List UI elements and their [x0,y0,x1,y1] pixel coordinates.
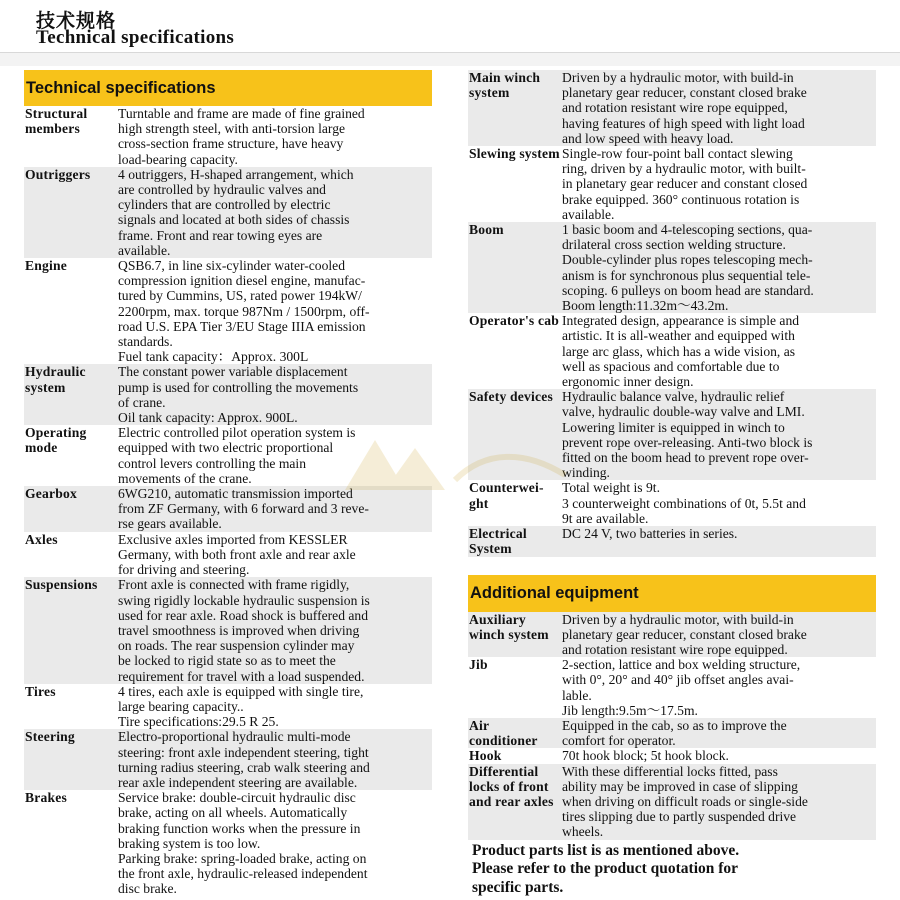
spec-label: Main winch system [469,70,541,101]
spec-value-line: Driven by a hydraulic motor, with build-in [562,70,794,85]
spec-value-line: and low speed with heavy load. [562,130,734,146]
spec-value-line: Single-row four-point ball contact slewing [562,146,793,162]
spec-value-line: Exclusive axles imported from KESSLER [118,531,348,547]
spec-label: Engine [25,258,67,274]
spec-value-line: movements of the crane. [118,470,252,486]
spec-label: Electrical System [469,526,527,557]
spec-value-line: tured by Cummins, US, rated power 194kW/ [118,288,362,304]
spec-value-line: cylinders that are controlled by electric [118,197,331,213]
spec-value-line: Hydraulic balance valve, hydraulic relief [562,389,785,405]
spec-value [562,657,876,718]
spec-row-air-conditioner [468,718,876,748]
spec-value [562,764,876,840]
spec-value [562,70,876,146]
footer-note-line: specific parts. [472,878,564,896]
spec-value-line: Electro-proportional hydraulic multi-mode [118,729,351,745]
spec-value-line: used for rear axle. Road shock is buffered and [118,607,369,623]
spec-value-line: Driven by a hydraulic motor, with build-in [562,611,794,627]
spec-value-line: requirement for travel with a load suspended. [118,668,365,684]
spec-value-line: Double-cylinder plus ropes telescoping mech- [562,252,813,268]
spec-value-line: DC 24 V, two batteries in series. [562,526,738,542]
spec-label: Jib [469,657,488,673]
spec-value [562,748,876,763]
spec-row-operating-mode [24,425,432,486]
spec-value-line: compression ignition diesel engine, manufac- [118,273,366,289]
spec-value [118,425,432,486]
spec-value [562,389,876,480]
spec-value-line: frame. Front and rear towing eyes are [118,227,323,243]
spec-row-axles [24,532,432,578]
spec-value-line: and rotation resistant wire rope equipped. [562,641,788,657]
spec-label: Axles [25,531,58,547]
spec-row-counterwei-ght [468,480,876,526]
spec-value-line: Service brake: double-circuit hydraulic disc [118,790,356,806]
spec-row-structural-members [24,106,432,167]
spec-value [562,313,876,389]
spec-value-line: and rotation resistant wire rope equipped, [562,100,788,116]
spec-value-line: available. [562,206,615,222]
spec-row-auxiliary-winch-system [468,612,876,658]
spec-value-line: ability may be improved in case of slipping [562,778,798,794]
spec-value-line: Turntable and frame are made of fine grained [118,106,365,121]
spec-value-line: Germany, with both front axle and rear axle [118,546,356,562]
spec-value-line: Integrated design, appearance is simple and [562,313,800,329]
right-spec-table [468,70,876,557]
spec-value-line: high strength steel, with anti-torsion large [118,121,346,137]
spec-value-line: standards. [118,334,173,350]
spec-value-line: ergonomic inner design. [562,374,694,390]
spec-value-line: are controlled by hydraulic valves and [118,182,326,198]
additional-equipment-table [468,612,876,840]
spec-label: Counterwei-ght [469,480,544,511]
spec-value [562,480,876,526]
spec-label: Steering [25,729,75,745]
spec-value-line: road U.S. EPA Tier 3/EU Stage IIIA emission [118,318,366,334]
spec-value-line: load-bearing capacity. [118,151,238,167]
spec-value-line: planetary gear reducer, constant closed brake [562,85,807,101]
spec-value-line: Front axle is connected with frame rigidly, [118,577,350,593]
spec-value-line: swing rigidly lockable hydraulic suspension is [118,592,370,608]
spec-value-line: pump is used for controlling the movements [118,379,359,395]
spec-value-line: brake, acting on all wheels. Automatically [118,805,348,821]
spec-value [118,258,432,364]
spec-label: Boom [469,222,504,238]
spec-row-steering [24,729,432,790]
spec-value-line: signals and located at both sides of chassis [118,212,350,228]
spec-value-line: brake equipped. 360° continuous rotation is [562,191,800,207]
spec-value-line: be locked to rigid state so as to meet the [118,653,336,669]
spec-value-line: Lowering limiter is equipped in winch to [562,419,785,435]
spec-value-line: drilateral cross section welding structure. [562,237,786,253]
spec-value-line: wheels. [562,824,604,840]
left-spec-table [24,106,432,897]
spec-value-line: anism is for synchronous plus sequential tele- [562,267,811,283]
spec-label: Slewing system [469,146,560,162]
spec-value-line: disc brake. [118,881,177,897]
spec-value-line: Oil tank capacity: Approx. 900L. [118,410,298,426]
spec-value-line: equipped with two electric proportional [118,440,334,456]
spec-value-line: with 0°, 20° and 40° jib offset angles avai- [562,672,794,688]
spec-value-line: prevent rope over-releasing. Anti-two block is [562,434,813,450]
spec-value-line: braking system is too low. [118,835,261,851]
spec-value [118,106,432,167]
spec-row-differential-locks-of-front-and-rear-axles [468,764,876,840]
spec-value-line: Jib length:9.5m～17.5m. [562,702,698,718]
spec-value-line: 4 tires, each axle is equipped with single tire, [118,683,364,699]
footer-note-line: Product parts list is as mentioned above. [472,841,740,859]
spec-label: Brakes [25,790,67,806]
spec-value-line: The constant power variable displacement [118,364,348,380]
spec-row-hydraulic-system [24,364,432,425]
spec-row-tires [24,684,432,730]
spec-value-line: when driving on difficult roads or single-side [562,793,808,809]
spec-label: Tires [25,683,56,699]
spec-row-slewing-system [468,146,876,222]
spec-value-line: ring, driven by a hydraulic motor, with built- [562,161,806,177]
spec-value-line: Fuel tank capacity：Approx. 300L [118,349,309,365]
additional-equipment-heading: Additional equipment [468,575,876,612]
spec-value-line: lable. [562,687,592,703]
spec-value-line: rear axle independent steering are available. [118,774,358,790]
spec-value-line: 2200rpm, max. torque 987Nm / 1500rpm, off- [118,303,370,319]
spec-value-line: turning radius steering, crab walk steering and [118,759,370,775]
spec-value-line: Total weight is 9t. [562,480,660,496]
spec-row-outriggers [24,167,432,258]
spec-value-line: large arc glass, which has a wide vision, as [562,343,796,359]
page-title-english: Technical specifications [36,27,235,48]
spec-value-line: control levers controlling the main [118,455,306,471]
spec-value [562,526,876,556]
spec-label: Differential locks of front and rear axles [469,763,554,809]
spec-row-suspensions [24,577,432,683]
technical-specifications-heading: Technical specifications [24,70,432,106]
footer-note [468,842,876,898]
spec-row-engine [24,258,432,364]
spec-value-line: Equipped in the cab, so as to improve the [562,717,787,733]
section-gap [468,557,876,567]
spec-value-line: 9t are available. [562,510,649,526]
spec-row-hook [468,748,876,763]
spec-value-line: comfort for operator. [562,733,676,749]
spec-row-safety-devices [468,389,876,480]
spec-value [118,532,432,578]
page-title-chinese: 技术规格 [36,10,117,32]
spec-value-line: QSB6.7, in line six-cylinder water-cooled [118,258,345,274]
spec-value-line: Boom length:11.32m～43.2m. [562,298,729,314]
spec-value-line: 2-section, lattice and box welding structure, [562,657,801,673]
spec-value-line: With these differential locks fitted, pass [562,763,778,779]
spec-label: Hydraulic system [25,364,86,395]
spec-value-line: cross-section frame structure, have heavy [118,136,344,152]
spec-value-line: scoping. 6 pulleys on boom head are standard. [562,282,814,298]
header-divider [0,52,900,66]
spec-value [118,790,432,896]
spec-value-line: tires slipping due to partly suspended drive [562,809,797,825]
spec-label: Outriggers [25,166,91,182]
spec-value [118,729,432,790]
spec-value-line: from ZF Germany, with 6 forward and 3 reve- [118,501,369,517]
spec-value-line: available. [118,242,171,258]
spec-value [118,577,432,683]
spec-value-line: 3 counterweight combinations of 0t, 5.5t and [562,495,806,511]
spec-label: Safety devices [469,389,553,405]
spec-label: Auxiliary winch system [469,611,549,642]
right-column [468,70,876,897]
spec-value-line: valve, hydraulic double-way valve and LMI. [562,404,805,420]
spec-value-line: rse gears available. [118,516,222,532]
spec-label: Air conditioner [469,717,538,749]
spec-label: Hook [469,748,502,764]
left-column [24,70,432,897]
spec-value-line: of crane. [118,394,166,410]
spec-label: Operator's cab [469,313,560,329]
footer-note-line: Please refer to the product quotation for [472,860,739,878]
spec-value-line: 4 outriggers, H-shaped arrangement, which [118,166,354,182]
spec-label: Gearbox [25,486,77,502]
spec-value [562,612,876,658]
spec-value-line: large bearing capacity.. [118,698,244,714]
spec-value [118,684,432,730]
spec-label: Suspensions [25,577,98,593]
spec-row-gearbox [24,486,432,532]
spec-value-line: well as spacious and comfortable due to [562,358,780,374]
spec-value-line: in planetary gear reducer and constant closed [562,176,808,192]
spec-value [118,167,432,258]
spec-value-line: 1 basic boom and 4-telescoping sections, qua- [562,222,813,238]
spec-value-line: Tire specifications:29.5 R 25. [118,714,279,730]
spec-value-line: braking function works when the pressure in [118,820,361,836]
spec-label: Operating mode [25,425,87,456]
spec-value [118,486,432,532]
spec-value-line: travel smoothness is improved when driving [118,622,360,638]
spec-row-jib [468,657,876,718]
spec-row-boom [468,222,876,313]
spec-value-line: on roads. The rear suspension cylinder may [118,638,355,654]
spec-value [562,718,876,748]
spec-row-brakes [24,790,432,896]
spec-value [118,364,432,425]
spec-value-line: 70t hook block; 5t hook block. [562,748,729,764]
spec-value-line: winding. [562,465,610,481]
spec-row-operator-s-cab [468,313,876,389]
spec-row-main-winch-system [468,70,876,146]
spec-value-line: having features of high speed with light load [562,115,805,131]
spec-label: Structural members [25,106,88,137]
spec-value-line: 6WG210, automatic transmission imported [118,486,353,502]
spec-value-line: planetary gear reducer, constant closed brake [562,626,807,642]
spec-row-electrical-system [468,526,876,556]
spec-value [562,146,876,222]
spec-value [562,222,876,313]
spec-value-line: Electric controlled pilot operation system is [118,425,356,441]
spec-value-line: Parking brake: spring-loaded brake, acting on [118,850,367,866]
spec-value-line: artistic. It is all-weather and equipped with [562,328,795,344]
spec-value-line: the front axle, hydraulic-released independent [118,866,368,882]
spec-value-line: fitted on the boom head to prevent rope over- [562,450,809,466]
spec-value-line: steering: front axle independent steering, tight [118,744,369,760]
spec-value-line: for driving and steering. [118,562,250,578]
